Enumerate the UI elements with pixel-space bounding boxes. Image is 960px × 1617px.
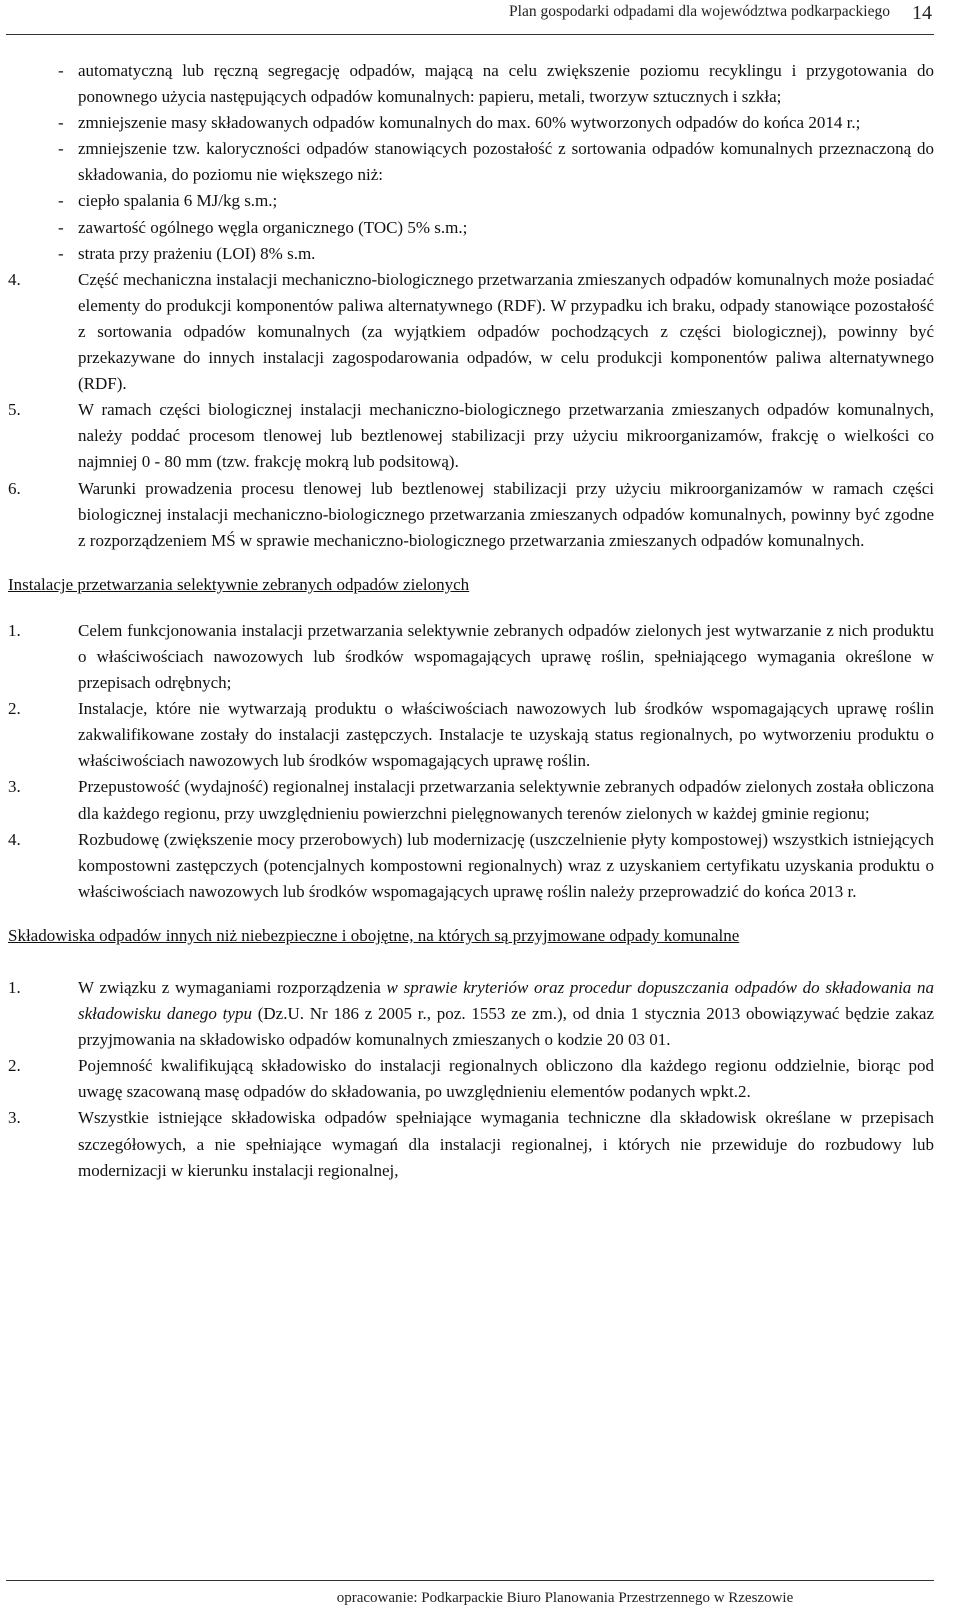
item-number: 2. <box>8 1056 21 1076</box>
numbered-item <box>0 696 960 774</box>
list-marker: - <box>58 61 64 80</box>
list-item <box>0 215 960 241</box>
list-item <box>0 110 960 136</box>
list-item <box>0 188 960 214</box>
list-item-text: zmniejszenie masy składowanych odpadów komunalnych do max. 60% wytworzonych odpadów do końca 2014 r.; <box>78 113 861 133</box>
list-marker: - <box>58 243 64 263</box>
regulation-title: w sprawie kryteriów oraz procedur dopuszczania odpadów do składowania na składowisku danego typu <box>78 978 934 1024</box>
item-text: Celem funkcjonowania instalacji przetwarzania selektywnie zebranych odpadów zielonych jest wytwarzanie z nich produktu o właściwościach nawozowych lub środków wspomagających uprawę roślin, spełniającego wymagania określone w przepisach odrębnych; <box>78 620 934 693</box>
numbered-item <box>0 397 960 475</box>
list-marker: - <box>58 113 64 133</box>
item-number: 6. <box>8 478 21 498</box>
item-text: Wszystkie istniejące składowiska odpadów spełniające wymagania techniczne dla składowisk określane w przepisach szczegółowych, a nie spełniające wymagań dla instalacji regionalnej, i których nie przewiduje do rozbudowy lub modernizacji w kierunku instalacji regionalnej, <box>78 1108 934 1180</box>
numbered-item <box>0 1105 960 1183</box>
item-text: Warunki prowadzenia procesu tlenowej lub beztlenowej stabilizacji przy użyciu mikroorganizamów w ramach części biologicznej instalacji mechaniczno-biologicznego przetwarzania zmieszanych odpadów komunalnych, powinny być zgodne z rozporządzeniem MŚ w sprawie mechaniczno-biologicznego przetwarzania zmieszanych odpadów komunalnych. <box>78 478 934 550</box>
numbered-item <box>0 476 960 554</box>
footer-credit: opracowanie: Podkarpackie Biuro Planowania Przestrzennego w Rzeszowie <box>336 1590 794 1606</box>
numbered-item <box>0 975 960 1053</box>
page-number: 14 <box>912 2 932 24</box>
item-text: Przepustowość (wydajność) regionalnej instalacji przetwarzania selektywnie zebranych odpadów zielonych została obliczona dla każdego regionu, przy uwzględnieniu powierzchni pielęgnowanych terenów zielonych w każdej gminie regionu; <box>78 777 934 823</box>
numbered-item <box>0 774 960 826</box>
footer-divider <box>6 1580 934 1581</box>
list-marker: - <box>58 139 64 159</box>
item-number: 4. <box>8 829 21 849</box>
section-heading-green-waste: Instalacje przetwarzania selektywnie zebranych odpadów zielonych <box>8 574 470 594</box>
page-body <box>0 58 960 1184</box>
list-item-text: zmniejszenie tzw. kaloryczności odpadów stanowiących pozostałość z sortowania odpadów komunalnych przeznaczoną do składowania, do poziomu nie większego niż: <box>78 139 934 185</box>
item-text: W związku z wymaganiami rozporządzenia w sprawie kryteriów oraz procedur dopuszczania odpadów do składowania na składowisku danego typu (Dz.U. Nr 186 z 2005 r., poz. 1553 ze zm.), od dnia 1 stycznia 2013 obowiązywać będzie zakaz przyjmowania na składowisko odpadów komunalnych zmieszanych o kodzie 20 03 01. <box>78 978 935 1050</box>
list-item-text: automatyczną lub ręczną segregację odpadów, mającą na celu zwiększenie poziomu recyklingu i przygotowania do ponownego użycia następujących odpadów komunalnych: papieru, metali, tworzyw sztucznych i szkła; <box>78 61 934 107</box>
document-title: Plan gospodarki odpadami dla województwa podkarpackiego <box>509 3 890 20</box>
page-header <box>0 0 960 40</box>
item-number: 3. <box>8 777 21 797</box>
header-divider <box>6 34 934 35</box>
item-number: 3. <box>8 1108 21 1128</box>
item-text: Instalacje, które nie wytwarzają produktu o właściwościach nawozowych lub środków wspomagających uprawę roślin zakwalifikowane zostały do instalacji zastępczych. Instalacje te uzyskają status regionalnych, po wytworzeniu produktu o właściwościach nawozowych lub środków wspomagających uprawę roślin. <box>78 699 934 771</box>
page-footer <box>0 1589 960 1607</box>
item-text: Rozbudowę (zwiększenie mocy przerobowych) lub modernizację (uszczelnienie płyty kompostowej) wszystkich istniejących kompostowni zastępczych (potencjalnych kompostowni regionalnych) wraz z uzyskaniem certyfikatu uzyskania produktu o właściwościach nawozowych lub środków wspomagających uprawę roślin należy przeprowadzić do końca 2013 r. <box>78 829 934 901</box>
item-number: 1. <box>8 978 21 997</box>
numbered-item <box>0 618 960 696</box>
numbered-item <box>0 827 960 905</box>
item-number: 5. <box>8 400 21 420</box>
item-text: Część mechaniczna instalacji mechaniczno-biologicznego przetwarzania zmieszanych odpadów komunalnych może posiadać elementy do produkcji komponentów paliwa alternatywnego (RDF). W przypadku ich braku, odpady stanowiące pozostałość z sortowania odpadów komunalnych (za wyjątkiem odpadów pochodzących z części biologicznej), powinny być przekazywane do innych instalacji zagospodarowania odpadów, w celu produkcji komponentów paliwa alternatywnego (RDF). <box>78 269 934 394</box>
section-heading-landfills: Składowiska odpadów innych niż niebezpieczne i obojętne, na których są przyjmowane odpady komunalne <box>8 925 740 945</box>
list-marker: - <box>58 217 64 237</box>
list-item-text: strata przy prażeniu (LOI) 8% s.m. <box>78 243 316 263</box>
item-text: Pojemność kwalifikującą składowisko do instalacji regionalnych obliczono dla każdego regionu oddzielnie, biorąc pod uwagę szacowaną masę odpadów do składowania, po uwzględnieniu elementów podanych wpkt.2. <box>78 1056 934 1102</box>
list-item-text: zawartość ogólnego węgla organicznego (TOC) 5% s.m.; <box>78 217 468 237</box>
list-item <box>0 241 960 267</box>
numbered-item <box>0 1053 960 1105</box>
list-marker: - <box>58 191 64 211</box>
item-number: 4. <box>8 269 21 289</box>
numbered-item <box>0 267 960 397</box>
list-item <box>0 58 960 110</box>
list-item <box>0 136 960 188</box>
list-item-text: ciepło spalania 6 MJ/kg s.m.; <box>78 191 278 211</box>
item-number: 1. <box>8 620 21 640</box>
item-number: 2. <box>8 699 21 719</box>
item-text: W ramach części biologicznej instalacji mechaniczno-biologicznego przetwarzania zmieszanych odpadów komunalnych, należy poddać procesom tlenowej lub beztlenowej stabilizacji przy użyciu mikroorganizamów, frakcję o wielkości co najmniej 0 - 80 mm (tzw. frakcję mokrą lub podsitową). <box>78 400 934 472</box>
